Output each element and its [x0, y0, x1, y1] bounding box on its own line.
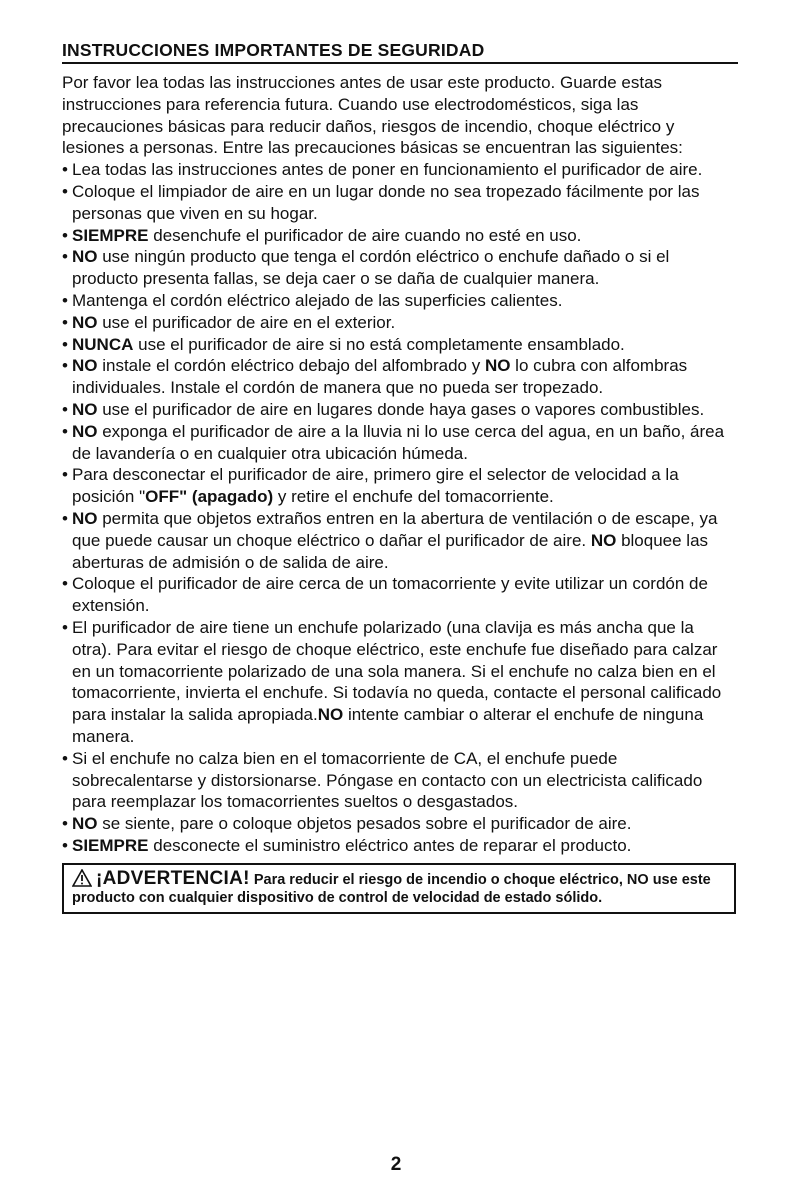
- item-text: Coloque el purificador de aire cerca de un tomacorriente y evite utilizar un cordón de extensión.: [72, 574, 708, 616]
- item-lead-bold: NO: [72, 508, 98, 528]
- item-text: Coloque el limpiador de aire en un lugar donde no sea tropezado fácilmente por las personas que viven en su hogar.: [72, 181, 700, 223]
- item-text: permita que objetos extraños entren en la abertura de ventilación o de escape, ya que puede causar un choque eléctrico o dañar el purificador de aire.: [72, 508, 718, 550]
- bullet-mark: •: [62, 617, 68, 637]
- warning-text: Para reducir el riesgo de incendio o choque eléctrico, NO use este producto con cualquier dispositivo de control de velocidad de estado sólido.: [72, 871, 711, 907]
- item-text: Lea todas las instrucciones antes de poner en funcionamiento el purificador de aire.: [72, 160, 703, 180]
- list-item: [62, 181, 738, 225]
- list-item: [62, 508, 738, 573]
- warning-triangle-icon: [72, 869, 92, 887]
- list-item: [62, 399, 738, 421]
- item-text: se siente, pare o coloque objetos pesados sobre el purificador de aire.: [97, 814, 632, 834]
- list-item: [62, 835, 738, 857]
- list-item: [62, 334, 738, 356]
- bullet-mark: •: [62, 160, 68, 180]
- item-lead-bold: NO: [72, 312, 98, 332]
- item-text-tail: intente cambiar o alterar el enchufe de ninguna manera.: [72, 705, 704, 746]
- section-heading: INSTRUCCIONES IMPORTANTES DE SEGURIDAD: [62, 40, 738, 64]
- list-item: [62, 813, 738, 835]
- item-text: Mantenga el cordón eléctrico alejado de las superficies calientes.: [72, 290, 563, 310]
- item-text: desenchufe el purificador de aire cuando no esté en uso.: [148, 225, 582, 245]
- item-lead-bold: NO: [72, 247, 98, 267]
- item-text: El purificador de aire tiene un enchufe polarizado (una clavija es más ancha que la otra). Para evitar el riesgo de choque eléctrico, este enchufe fue diseñado para calzar en un tomacorriente polarizado de una sola manera. Si el enchufe no calza bien en el tomacorriente, invierta el enchufe. Si todavía no queda, contacte el personal calificado para instalar la salida apropiada.: [72, 617, 722, 725]
- item-text: use el purificador de aire si no está completamente ensamblado.: [133, 334, 625, 354]
- item-text-tail: bloquee las aberturas de admisión o de salida de aire.: [72, 530, 709, 572]
- list-item: [62, 421, 738, 465]
- item-lead-bold: SIEMPRE: [72, 225, 149, 245]
- item-text-tail: y retire el enchufe del tomacorriente.: [273, 487, 554, 507]
- bullet-mark: •: [62, 814, 68, 834]
- bullet-mark: •: [62, 290, 68, 310]
- item-text-tail: lo cubra con alfombras individuales. Instale el cordón de manera que no pueda ser tropezado.: [72, 356, 688, 398]
- list-item: [62, 225, 738, 247]
- bullet-mark: •: [62, 465, 68, 485]
- bullet-mark: •: [62, 312, 68, 332]
- list-item: [62, 748, 738, 813]
- bullet-mark: •: [62, 748, 68, 768]
- list-item: [62, 159, 738, 181]
- item-lead-bold: NO: [72, 421, 98, 441]
- list-item: [62, 464, 738, 508]
- item-lead-bold: NUNCA: [72, 334, 134, 354]
- item-inline-bold: OFF" (apagado): [145, 487, 274, 507]
- bullet-mark: •: [62, 225, 68, 245]
- page-number: 2: [390, 1154, 402, 1175]
- item-inline-bold: NO: [317, 705, 344, 725]
- bullet-mark: •: [62, 356, 68, 376]
- bullet-mark: •: [62, 508, 68, 528]
- bullet-mark: •: [62, 399, 68, 419]
- item-text: Si el enchufe no calza bien en el tomacorriente de CA, el enchufe puede sobrecalentarse y distorsionarse. Póngase en contacto con un electricista calificado para reemplazar los tomacorrientes sueltos o desgastados.: [72, 748, 703, 812]
- item-inline-bold: NO: [590, 530, 617, 550]
- list-item: [62, 573, 738, 617]
- bullet-mark: •: [62, 334, 68, 354]
- item-text: use el purificador de aire en lugares donde haya gases o vapores combustibles.: [97, 399, 705, 419]
- item-lead-bold: NO: [72, 399, 98, 419]
- warning-box: [62, 863, 736, 914]
- item-text: Para desconectar el purificador de aire, primero gire el selector de velocidad a la posición ": [72, 465, 679, 507]
- list-item: [62, 290, 738, 312]
- item-text: desconecte el suministro eléctrico antes de reparar el producto.: [148, 835, 632, 855]
- list-item: [62, 246, 738, 290]
- item-lead-bold: NO: [72, 814, 98, 834]
- intro-paragraph: Por favor lea todas las instrucciones antes de usar este producto. Guarde estas instrucciones para referencia futura. Cuando use electrodomésticos, siga las precauciones básicas para reducir daños, riesgos de incendio, choque eléctrico y lesiones a personas. Entre las precauciones básicas se encuentran las siguientes:: [62, 73, 683, 158]
- bullet-mark: •: [62, 835, 68, 855]
- bullet-mark: •: [62, 421, 68, 441]
- bullet-mark: •: [62, 574, 68, 594]
- bullet-mark: •: [62, 247, 68, 267]
- warning-title: ¡ADVERTENCIA!: [96, 867, 250, 889]
- item-text: use el purificador de aire en el exterior.: [97, 312, 396, 332]
- list-item: [62, 617, 738, 748]
- item-text: instale el cordón eléctrico debajo del alfombrado y: [97, 356, 485, 376]
- document-page: [62, 40, 738, 914]
- item-text: exponga el purificador de aire a la lluvia ni lo use cerca del agua, en un baño, área de lavandería o en cualquier otra ubicación húmeda.: [72, 421, 725, 463]
- bullet-mark: •: [62, 181, 68, 201]
- item-lead-bold: SIEMPRE: [72, 835, 149, 855]
- item-inline-bold: NO: [484, 356, 511, 376]
- item-text: use ningún producto que tenga el cordón eléctrico o enchufe dañado o si el producto presenta fallas, se deja caer o se daña de cualquier manera.: [72, 247, 670, 289]
- safety-instructions-list: [62, 159, 738, 857]
- list-item: [62, 312, 738, 334]
- list-item: [62, 355, 738, 399]
- item-lead-bold: NO: [72, 356, 98, 376]
